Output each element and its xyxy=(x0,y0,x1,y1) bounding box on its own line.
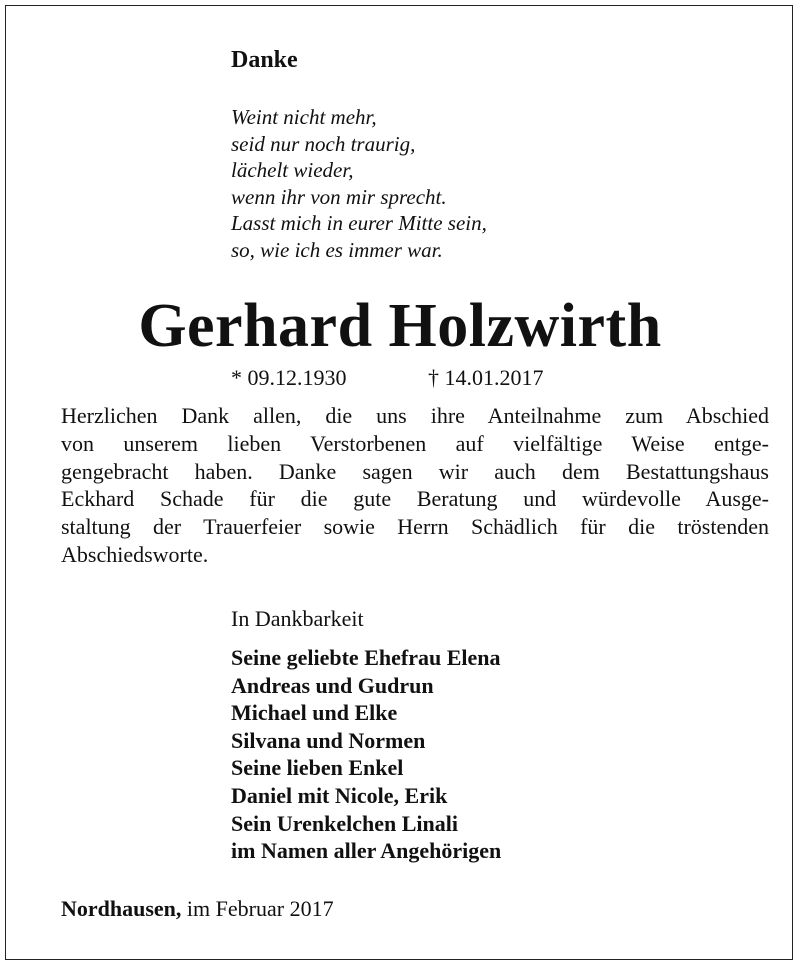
family-line: Daniel mit Nicole, Erik xyxy=(231,782,448,808)
family-line: Seine geliebte Ehefrau Elena xyxy=(231,645,501,670)
family-line: Silvana und Normen xyxy=(231,727,426,753)
gratitude-intro: In Dankbarkeit xyxy=(231,606,364,631)
notice-heading: Danke xyxy=(231,47,298,73)
place-date-line xyxy=(61,895,334,923)
paragraph-line: staltung der Trauerfeier sowie Herrn Schädlich für die tröstenden xyxy=(61,514,769,540)
birth-date: * 09.12.1930 xyxy=(231,365,347,390)
poem-line: seid nur noch traurig, xyxy=(231,131,416,156)
family-list xyxy=(231,644,501,865)
family-line: Michael und Elke xyxy=(231,700,398,726)
poem-line: wenn ihr von mir sprecht. xyxy=(231,184,447,209)
poem-line: Lasst mich in eurer Mitte sein, xyxy=(231,211,487,235)
poem-line: so, wie ich es immer war. xyxy=(231,237,443,262)
poem-line: lächelt wieder, xyxy=(231,158,354,182)
family-line: Seine lieben Enkel xyxy=(231,755,404,781)
death-date: † 14.01.2017 xyxy=(428,365,544,390)
family-line: im Namen aller Angehörigen xyxy=(231,838,502,864)
paragraph-line: Herzlichen Dank allen, die uns ihre Anteilnahme zum Abschied xyxy=(61,403,769,428)
family-line: Andreas und Gudrun xyxy=(231,672,434,698)
deceased-name: Gerhard Holzwirth xyxy=(138,292,662,360)
paragraph-line: von unserem lieben Verstorbenen auf vielfältige Weise entge- xyxy=(61,430,769,456)
paragraph-line: Abschiedsworte. xyxy=(61,541,209,567)
poem xyxy=(231,104,487,263)
thanks-paragraph xyxy=(61,402,769,569)
poem-line: Weint nicht mehr, xyxy=(231,105,377,129)
signoff-date: im Februar 2017 xyxy=(186,896,334,921)
place-name: Nordhausen, xyxy=(61,896,182,921)
paragraph-line: Eckhard Schade für die gute Beratung und würdevolle Ausge- xyxy=(61,486,769,512)
family-line: Sein Urenkelchen Linali xyxy=(231,810,458,836)
paragraph-line: gengebracht haben. Danke sagen wir auch dem Bestattungshaus xyxy=(61,458,769,484)
